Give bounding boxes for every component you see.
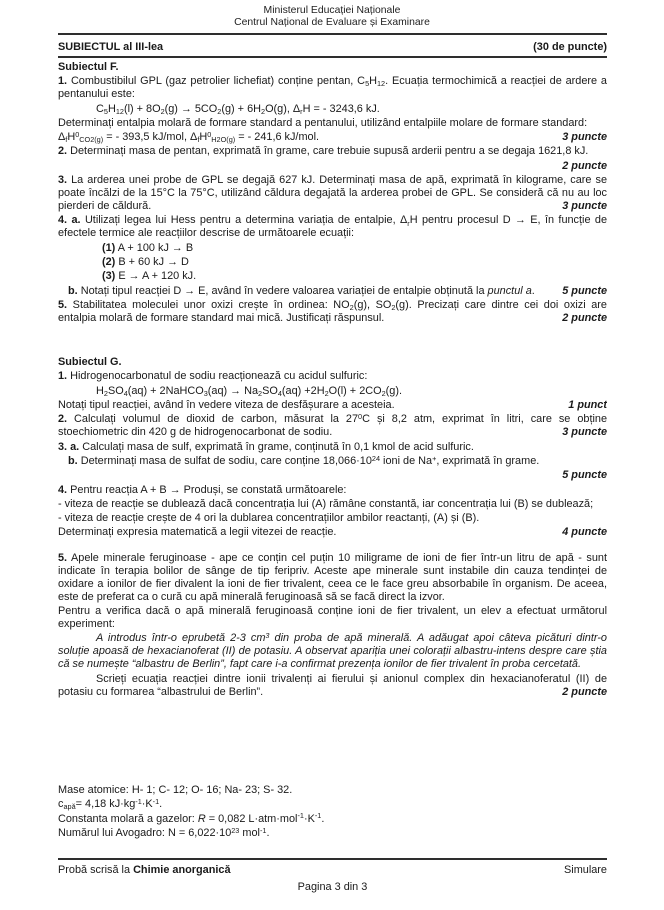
document-body	[58, 61, 607, 840]
f4b-statement: b. Notați tipul reacției D → E, având în vedere valoarea variației de entalpie obținută la punctul a. 5 puncte	[68, 284, 607, 297]
f4-equation-3: (3) E → A + 120 kJ.	[102, 270, 197, 283]
points-label: 2 puncte	[562, 159, 607, 172]
subiectul-f-heading: Subiectul F.	[58, 61, 119, 73]
g4-instruction: Determinați expresia matematică a legii vitezei de reacție. 4 puncte	[58, 526, 607, 539]
points-label: 5 puncte	[562, 469, 607, 482]
g2-statement: 2. Calculați volumul de dioxid de carbon, măsurat la $27^0C$ și 8,2 atm, exprimat în litri, care se obține stoechiometric din 420 g de hidrogenocarbonat de sodiu. 3 puncte	[58, 413, 607, 439]
page-header	[0, 0, 664, 29]
f4-equation-1: (1) A + 100 kJ → B	[102, 241, 194, 254]
points-label: 3 puncte	[562, 131, 607, 144]
water-heat-capacity: $c_{apă}= 4,18$ $kJ\cdot kg^{-1}\cdot K^{-1}$.	[58, 796, 163, 812]
footer-divider	[58, 858, 607, 860]
g5-experiment: A introdus într-o eprubetă 2-3 $cm^3$ din proba de apă minerală. A adăugat apoi câteva picături dintr-o soluție apoasă de hexacianoferat (II) de potasiu. A observat apariția unei colorații albastru-intens despre care știa că se numește “albastru de Berlin”, fapt care i-a confirmat prezența ionilor de fier trivalent în proba cercetată.	[58, 631, 607, 671]
f4-equation-2: (2) B + 60 kJ → D	[102, 255, 189, 268]
points-label: 3 puncte	[562, 200, 607, 213]
g3b-statement: b. Determinați masa de sulfat de sodiu, care conține $18,066\cdot 10^{24}$ ioni de Na+, exprimată în grame.	[68, 453, 540, 467]
f1-equation: $C_5H_{12}(l) + 8O_2(g) \to 5CO_2(g) + 6H_2O(g)$, $\Delta_rH$ = - 3243,6 kJ.	[96, 102, 380, 116]
f1-statement: 1. Combustibilul GPL (gaz petrolier lichefiat) conține pentan, $C_5H_{12}$. Ecuația termochimică a reacției de ardere a pentanului este:	[58, 75, 607, 101]
points-label: 2 puncte	[562, 685, 607, 698]
bottom-gap	[58, 699, 607, 783]
header-divider	[58, 33, 607, 35]
g5-statement: 5. Apele minerale feruginoase - ape ce conțin cel puțin 10 miligrame de ioni de fier într-un litru de apă - sunt indicate în terapia bolilor de sânge de tip feripriv. Aceste ape minerale sunt instabile din cauza tendinței de oxidare a ionilor de fier divalent la ioni de fier trivalent, ceea ce le face greu absorbabile în organism. De aceea, este de preferat ca o cură cu apă minerală feruginoasă să se facă direct la izvor.	[58, 551, 607, 603]
g3a-statement: 3. a. Calculați masa de sulf, exprimată în grame, conținută în 0,1 kmol de acid sulfuric.	[58, 440, 474, 453]
footer-exam-prefix: Probă scrisă la	[58, 864, 134, 876]
footer-exam-label	[58, 864, 231, 877]
g3-points	[58, 469, 607, 482]
points-label: 1 punct	[568, 399, 607, 412]
footer-simulare-label: Simulare	[564, 864, 607, 876]
g1-statement: 1. Hidrogenocarbonatul de sodiu reacționează cu acidul sulfuric:	[58, 370, 368, 383]
evaluation-center-line: Centrul Național de Evaluare și Examinare	[234, 17, 430, 28]
f2-statement: 2. Determinați masa de pentan, exprimată în grame, care trebuie supusă arderii pentru a se degaja 1621,8 kJ.	[58, 145, 589, 158]
ministry-line: Ministerul Educației Naționale	[263, 5, 401, 16]
f2-points	[58, 160, 607, 173]
subject-points-total: (30 de puncte)	[533, 41, 607, 53]
g5-task: Scrieți ecuația reacției dintre ionii trivalenți ai fierului și anionul complex din hexacianoferatul (II) de potasiu cu formarea “albastrului de Berlin”. 2 puncte	[58, 672, 607, 698]
points-label: 2 puncte	[562, 311, 607, 324]
g4-observation-2: - viteza de reacție crește de 4 ori la dublarea concentrațiilor ambilor reactanți, (A) și (B).	[58, 512, 480, 525]
page-footer	[58, 858, 607, 894]
g1-instruction: Notați tipul reacției, având în vedere viteza de desfășurare a acesteia. 1 punct	[58, 399, 607, 412]
question-gap	[58, 539, 607, 550]
subject-title-row	[58, 41, 607, 58]
g4-statement: 4. Pentru reacția A + B → Produși, se constată următoarele:	[58, 483, 347, 496]
footer-exam-subject: Chimie anorganică	[133, 864, 231, 876]
footer-row	[58, 864, 607, 877]
avogadro-number: Numărul lui Avogadro: $N = 6,022\cdot 10^{23}$ mol$^{-1}$.	[58, 825, 270, 839]
gas-constant: Constanta molară a gazelor: R = 0,082 $L\cdot atm\cdot mol^{-1}\cdot K^{-1}$.	[58, 811, 325, 825]
g1-equation: $H_2SO_4(aq)$ + 2NaHCO$_3$(aq) → $Na_2SO_4(aq) +2H_2O(l) + 2CO_2(g)$.	[96, 384, 402, 398]
points-label: 5 puncte	[562, 284, 607, 297]
points-label: 4 puncte	[562, 526, 607, 539]
page-number: Pagina 3 din 3	[297, 881, 368, 893]
subject-title: SUBIECTUL al III-lea	[58, 41, 164, 53]
f3-statement: 3. La arderea unei probe de GPL se degajă 627 kJ. Determinați masa de apă, exprimată în kilograme, care se poate încălzi de la 15°C la 75°C, utilizând căldura degajată la arderea probei de GPL. Se consideră că nu au loc pierderi de căldură. 3 puncte	[58, 174, 607, 213]
subiectul-g-heading: Subiectul G.	[58, 356, 122, 369]
points-label: 3 puncte	[562, 426, 607, 439]
g4-observation-1: - viteza de reacție se dublează dacă concentrația lui (A) rămâne constantă, iar concentrația lui (B) se dublează;	[58, 497, 594, 510]
atomic-masses: Mase atomice: H- 1; C- 12; O- 16; Na- 23; S- 32.	[58, 783, 293, 796]
section-gap	[58, 325, 607, 355]
f1-instruction: Determinați entalpia molară de formare standard a pentanului, utilizând entalpiile molare de formare standard:	[58, 116, 588, 129]
f5-statement: 5. Stabilitatea moleculei unor oxizi crește în ordinea: $NO_2(g)$, $SO_2(g)$. Precizați care dintre cei doi oxizi are entalpia molară de formare standard mai mică. Justificați răspunsul. 2 puncte	[58, 298, 607, 324]
f1-data: $\Delta_fH^0_{CO2(g)}$ = - 393,5 kJ/mol, $\Delta_fH^0_{H2O(g)}$ = - 241,6 kJ/mol. 3 puncte	[58, 131, 607, 145]
g5-context: Pentru a verifica dacă o apă minerală feruginoasă conține ioni de fier trivalent, un elev a efectuat următorul experiment:	[58, 605, 607, 631]
f4a-statement: 4. a. Utilizați legea lui Hess pentru a determina variația de entalpie, $\Delta_rH$ pentru procesul D → E, în funcție de efectele termice ale reacțiilor descrise de următoarele ecuații:	[58, 214, 607, 240]
